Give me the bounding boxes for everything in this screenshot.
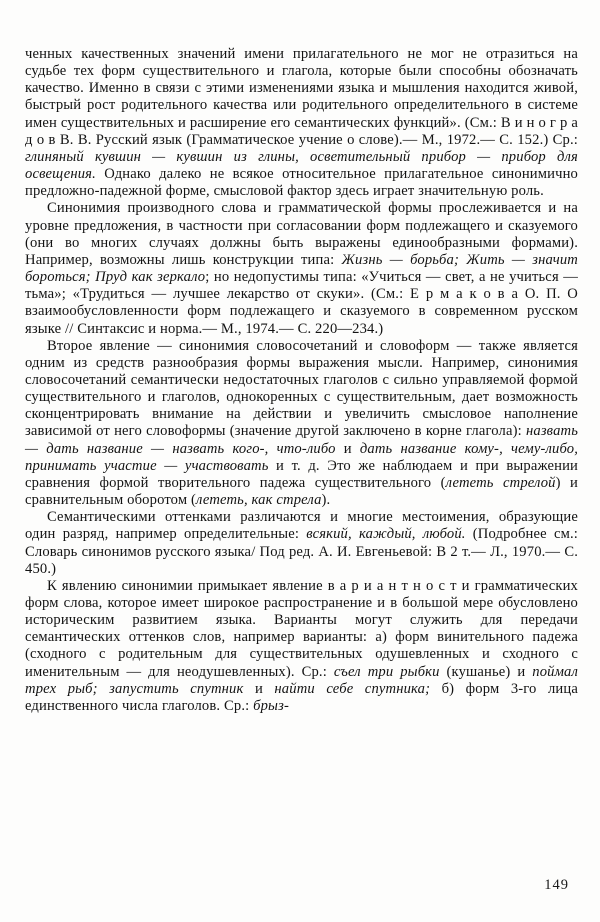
italic-text-run: глиняный кувшин — кувшин из глины, осветительный прибор — прибор для освещения.	[25, 148, 578, 183]
text-run: и	[243, 680, 275, 697]
italic-text-run: лететь, как стрела	[196, 492, 322, 509]
italic-text-run: брыз-	[253, 697, 289, 714]
paragraph	[25, 46, 578, 200]
italic-text-run: Жизнь — борьба; Жить — значит бороться; Пруд как зеркало	[25, 251, 578, 286]
text-run: Однако далеко не всякое относительное прилагательное синонимично предложно-падежной форме, смысловой фактор здесь играет значительную роль.	[25, 166, 578, 200]
text-run: ) и сравнительным оборотом (	[25, 474, 578, 509]
text-run: и т. д. Это же наблюдаем и при выражении сравнения формой творительного падежа существительного (	[25, 457, 578, 491]
text-run: Второе явление — синонимия словосочетаний и словоформ — также является одним из средств разнообразия формы выражения мысли. Например, синонимия словосочетаний семантически недостаточных глаголов с сильно управляемой формой существительного и глаголов, однокоренных с существительным, дает возможность сконцентрировать внимание на действии и увеличить смысловое наполнение зависимой от него словоформы (значение другой заключено в корне глагола):	[25, 337, 578, 440]
text-run: Семантическими оттенками различаются и многие местоимения, образующие один разряд, например определительные:	[25, 509, 578, 543]
text-run: ).	[321, 492, 331, 509]
text-run: б) форм 3-го лица единственного числа глаголов. Ср.:	[25, 680, 578, 714]
page-text	[25, 46, 578, 715]
paragraph	[25, 578, 578, 715]
page-number: 149	[544, 877, 569, 893]
text-run: ; но недопустимы типа: «Учиться — свет, а не учиться — тьма»; «Трудиться — лучшее лекарство от скуки». (См.: Е р м а к о в а О. П. О взаимообусловленности форм подлежащего и сказуемого в современном русском языке // Синтаксис и норма.— М., 1974.— С. 220—234.)	[25, 269, 578, 337]
italic-text-run: назвать — дать название — назвать кого-, что-либо	[25, 423, 578, 457]
text-run: К явлению синонимии примыкает явление в а р и а н т н о с т и грамматических форм слова, которое имеет широкое распространение и в большой мере обусловлено историческим развитием языка. Варианты могут служить для передачи семантических оттенков слов, например варианты: а) форм винительного падежа (сходного с родительным для существительных одушевленных и сходного с именительным — для неодушевленных). Ср.:	[25, 577, 578, 680]
italic-text-run: лететь стрелой	[445, 474, 556, 491]
italic-text-run: дать название кому-, чему-либо, принимать участие — участвовать	[25, 440, 579, 474]
italic-text-run: всякий, каждый, любой.	[306, 526, 466, 543]
paragraph	[25, 338, 578, 510]
text-run: и	[335, 440, 360, 457]
text-run: ченных качественных значений имени прилагательного не мог не отразиться на судьбе тех форм существительного и глагола, которые были способны обозначать качество. Именно в связи с этими изменениями языка и мышления находится живой, быстрый рост родительного качества или родительного определительного в системе имен существительных и расширение его семантических функций». (См.: В и н о г р а д о в В. В. Русский язык (Грамматическое учение о слове).— М., 1972.— С. 152.) Ср.:	[25, 46, 578, 148]
italic-text-run: съел три рыбки	[333, 663, 440, 680]
italic-text-run: найти себе спутника;	[274, 680, 431, 697]
text-run: Синонимия производного слова и грамматической формы прослеживается и на уровне предложения, в частности при согласовании форм подлежащего и сказуемого (они во многих случаях должны быть выражены единообразными формами). Например, возможны лишь конструкции типа:	[25, 200, 578, 268]
italic-text-run: поймал трех рыб; запустить спутник	[25, 663, 579, 697]
text-run: (кушанье) и	[439, 663, 533, 680]
text-run: (Подробнее см.: Словарь синонимов русского языка/ Под ред. А. И. Евгеньевой: В 2 т.— Л., 1970.— С. 450.)	[25, 526, 578, 577]
paragraph	[25, 509, 578, 578]
paragraph	[25, 200, 578, 337]
